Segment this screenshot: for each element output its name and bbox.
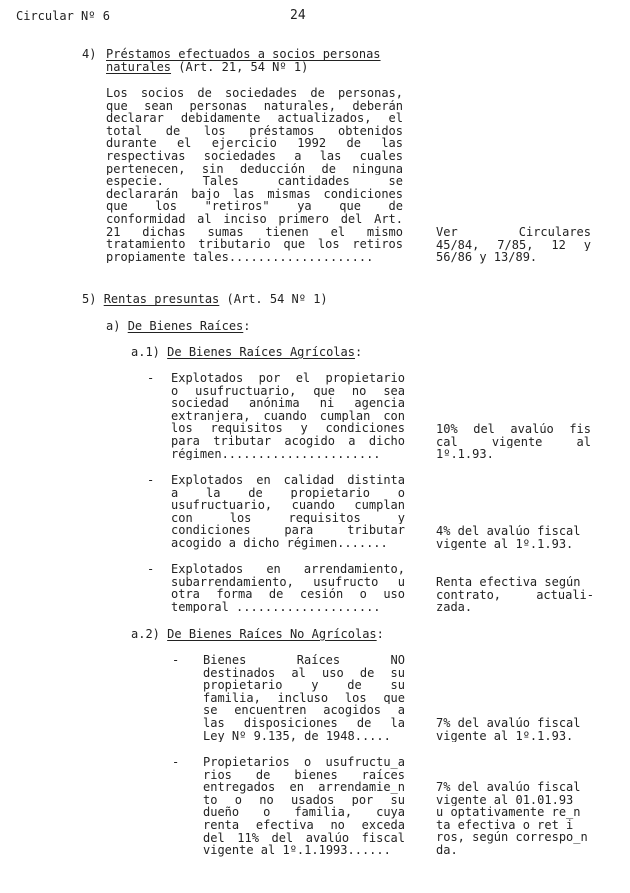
note-line: Renta efectiva según bbox=[436, 576, 581, 589]
item-line: subarrendamiento, usufructo u bbox=[171, 575, 405, 589]
note-line: vigente al 1º.1.93. bbox=[436, 729, 574, 743]
body-line: 21 dichas sumas tienen el mismo bbox=[106, 225, 403, 239]
item-line: otra forma de cesión o uso bbox=[171, 588, 405, 601]
item-line: to o no usados por su bbox=[203, 793, 405, 807]
a1-item-3-text bbox=[171, 563, 405, 613]
section-4-note bbox=[436, 226, 591, 264]
item-line: Explotados por el propietario bbox=[171, 372, 405, 385]
note-line: vigente al 01.01.93 bbox=[436, 793, 574, 807]
a2-item-2-note bbox=[436, 781, 594, 857]
bullet-dash: - bbox=[147, 562, 155, 576]
body-line: durante el ejercicio 1992 de las bbox=[106, 137, 403, 150]
section-4-title: Préstamos efectuados a socios personas bbox=[106, 47, 381, 61]
bullet-dash: - bbox=[172, 653, 180, 667]
body-line: que sean personas naturales, deberán bbox=[106, 99, 403, 113]
item-line: dueño o familia, cuya bbox=[203, 806, 405, 819]
section-4-title-line2 bbox=[106, 61, 308, 74]
body-line: total de los préstamos obtenidos bbox=[106, 124, 403, 138]
section-5-number: 5) bbox=[82, 292, 97, 306]
item-line: Propietarios o usufructu_a bbox=[203, 756, 405, 769]
a2-item-1-note bbox=[436, 717, 594, 742]
section-4-article-ref: (Art. 21, 54 Nº 1) bbox=[178, 60, 309, 74]
section-4-title-naturales: naturales bbox=[106, 60, 172, 74]
subsection-a1-title: De Bienes Raíces Agrícolas bbox=[167, 345, 355, 359]
subsection-a1-label: a.1) bbox=[131, 345, 160, 359]
section-5-heading bbox=[82, 293, 328, 306]
a1-item-2-note bbox=[436, 525, 594, 550]
body-line: especie. Tales cantidades se bbox=[106, 175, 403, 188]
circular-number: Circular Nº 6 bbox=[16, 9, 110, 23]
subsection-a1-colon: : bbox=[354, 345, 363, 359]
note-line: 7% del avalúo fiscal bbox=[436, 781, 581, 794]
bullet-dash: - bbox=[172, 755, 180, 769]
note-line: 10% del avalúo fis bbox=[436, 423, 591, 436]
item-line: régimen...................... bbox=[171, 447, 381, 461]
section-5-title: Rentas presuntas bbox=[103, 292, 220, 306]
body-line: declarar debidamente actualizados, el bbox=[106, 112, 403, 125]
item-line: vigente al 1º.1.1993...... bbox=[203, 844, 391, 857]
body-line: pertenecen, sin deducción de ninguna bbox=[106, 162, 403, 176]
subsection-a-colon: : bbox=[243, 319, 251, 333]
item-line: familia, incluso los que bbox=[203, 691, 405, 705]
item-line: del 11% del avalúo fiscal bbox=[203, 831, 405, 845]
item-line: o usufructuario, que no sea bbox=[171, 384, 405, 398]
a1-item-3-note bbox=[436, 576, 594, 614]
body-line: declararán bajo las mismas condiciones bbox=[106, 187, 403, 201]
a2-item-2-text bbox=[203, 756, 405, 857]
item-line: se encuentren acogidos a bbox=[203, 704, 405, 717]
subsection-a2-colon: : bbox=[376, 627, 384, 641]
item-line: usufructuario, cuando cumplan bbox=[171, 499, 405, 512]
bullet-dash: - bbox=[147, 371, 155, 385]
item-line: Ley Nº 9.135, de 1948..... bbox=[203, 729, 391, 743]
note-line: 4% del avalúo fiscal bbox=[436, 525, 581, 538]
item-line: a la de propietario o bbox=[171, 486, 405, 500]
subsection-a2-title: De Bienes Raíces No Agrícolas bbox=[167, 627, 377, 641]
a1-item-1-text bbox=[171, 372, 405, 460]
item-line: Explotados en calidad distinta bbox=[171, 474, 405, 487]
note-line: da. bbox=[436, 843, 458, 857]
item-line: entregados en arrendamie_n bbox=[203, 781, 405, 794]
section-4-number: 4) bbox=[82, 47, 97, 61]
item-line: temporal .................... bbox=[171, 600, 381, 614]
item-line: Explotados en arrendamiento, bbox=[171, 563, 405, 576]
item-line: para tributar acogido a dicho bbox=[171, 434, 405, 448]
body-line: respectivas sociedades a las cuales bbox=[106, 149, 403, 163]
note-line: cal vigente al bbox=[436, 435, 591, 449]
subsection-a2-heading bbox=[131, 628, 384, 641]
item-line: Bienes Raíces NO bbox=[203, 654, 405, 667]
subsection-a-title: De Bienes Raíces bbox=[127, 319, 244, 333]
item-line: los requisitos y condiciones bbox=[171, 422, 405, 435]
item-line: rios de bienes raíces bbox=[203, 768, 405, 782]
item-line: las disposiciones de la bbox=[203, 716, 405, 730]
subsection-a1-heading bbox=[131, 346, 362, 359]
section-5-article-ref: (Art. 54 Nº 1) bbox=[226, 292, 328, 306]
section-4-body bbox=[106, 87, 403, 263]
note-line: vigente al 1º.1.93. bbox=[436, 537, 574, 551]
note-line: Ver Circulares bbox=[436, 226, 591, 239]
a2-item-1-text bbox=[203, 654, 405, 742]
note-line: contrato, actuali- bbox=[436, 588, 594, 602]
item-line: acogido a dicho régimen....... bbox=[171, 536, 388, 550]
item-line: renta efectiva no exceda bbox=[203, 818, 405, 832]
item-line: propietario y de su bbox=[203, 679, 405, 692]
note-line: u optativamente re_n bbox=[436, 806, 581, 819]
page-number: 24 bbox=[290, 8, 306, 23]
note-line: ta efectiva o ret_i bbox=[436, 818, 574, 832]
body-line: conformidad al inciso primero del Art. bbox=[106, 212, 403, 226]
item-line: destinados al uso de su bbox=[203, 666, 405, 680]
subsection-a-label: a) bbox=[106, 319, 121, 333]
subsection-a2-label: a.2) bbox=[131, 627, 160, 641]
item-line: con los requisitos y bbox=[171, 511, 405, 525]
body-line: tratamiento tributario que los retiros bbox=[106, 238, 403, 251]
note-line: 7% del avalúo fiscal bbox=[436, 717, 581, 730]
a1-item-1-note bbox=[436, 423, 591, 461]
body-line: que los "retiros" ya que de bbox=[106, 200, 403, 213]
note-line: 56/86 y 13/89. bbox=[436, 251, 538, 264]
note-line: 45/84, 7/85, 12 y bbox=[436, 238, 591, 252]
note-line: ros, según correspo_n bbox=[436, 831, 588, 844]
bullet-dash: - bbox=[147, 473, 155, 487]
note-line: zada. bbox=[436, 601, 473, 614]
subsection-a-heading bbox=[106, 320, 251, 333]
body-line: Los socios de sociedades de personas, bbox=[106, 87, 403, 100]
item-line: extranjera, cuando cumplan con bbox=[171, 409, 405, 423]
item-line: sociedad anónima ni agencia bbox=[171, 397, 405, 410]
item-line: condiciones para tributar bbox=[171, 524, 405, 537]
note-line: 1º.1.93. bbox=[436, 448, 494, 461]
body-line: propiamente tales.................... bbox=[106, 250, 374, 264]
a1-item-2-text bbox=[171, 474, 405, 550]
